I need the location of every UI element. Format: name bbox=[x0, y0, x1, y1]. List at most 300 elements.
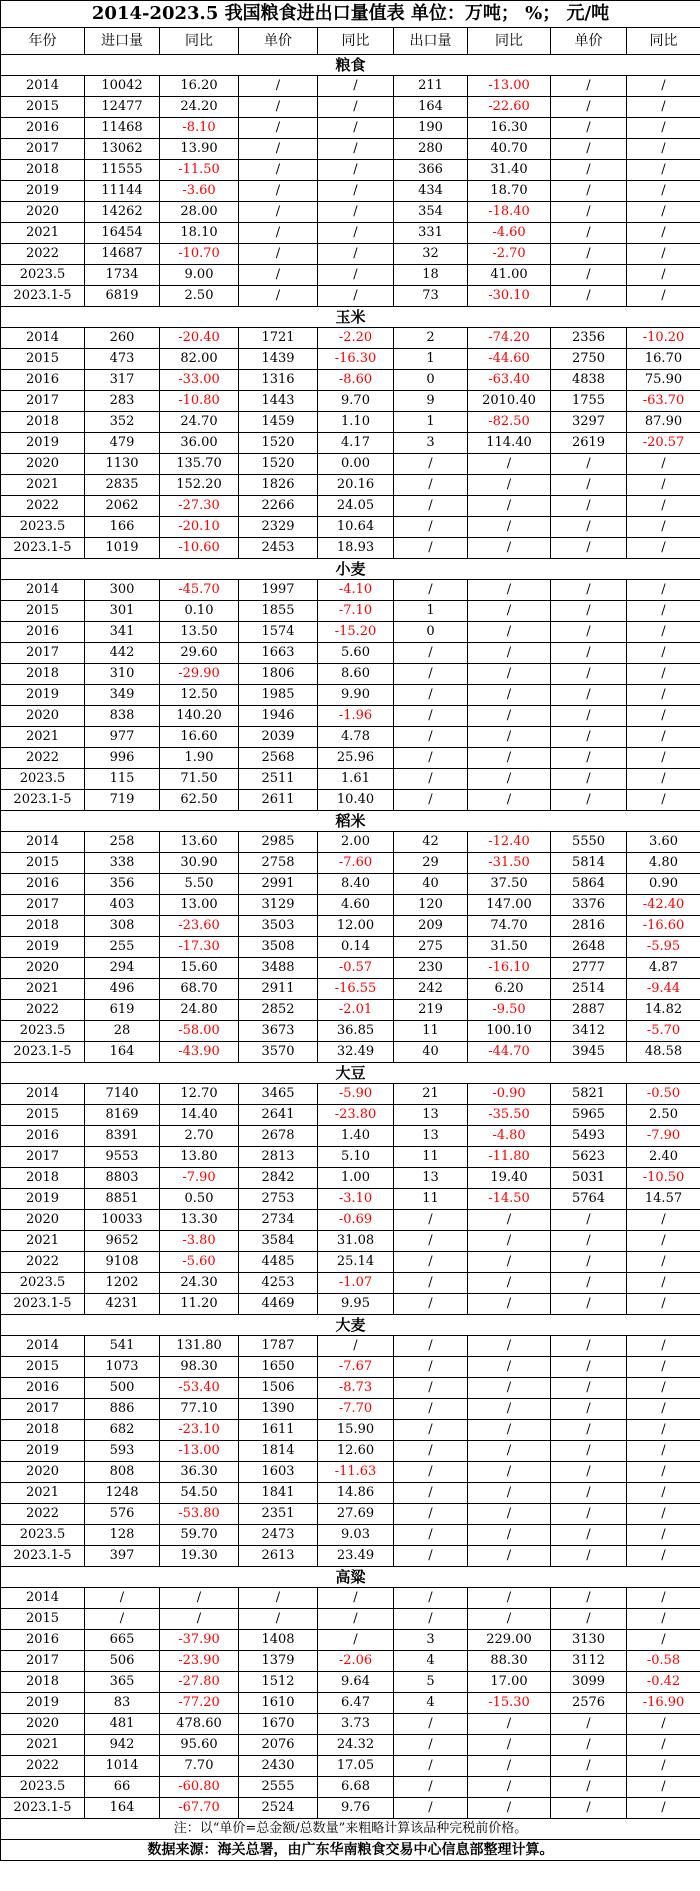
cell-year: 2014 bbox=[1, 1588, 85, 1609]
cell-import-volume: 294 bbox=[85, 958, 160, 979]
cell-export-unit-price: 5814 bbox=[551, 853, 627, 874]
table-row bbox=[1, 454, 700, 475]
cell-import-unit-price: 1841 bbox=[239, 1483, 318, 1504]
cell-export-yoy: 88.30 bbox=[468, 1651, 551, 1672]
table-row bbox=[1, 1693, 700, 1714]
cell-export-price-yoy: / bbox=[627, 538, 700, 559]
cell-export-volume: / bbox=[394, 1357, 468, 1378]
cell-export-unit-price: / bbox=[551, 1231, 627, 1252]
cell-import-unit-price: 1610 bbox=[239, 1693, 318, 1714]
section-title: 玉米 bbox=[1, 307, 700, 328]
cell-year: 2016 bbox=[1, 622, 85, 643]
cell-export-yoy: -63.40 bbox=[468, 370, 551, 391]
cell-year: 2014 bbox=[1, 1084, 85, 1105]
cell-import-price-yoy: / bbox=[318, 1630, 394, 1651]
cell-export-yoy: -74.20 bbox=[468, 328, 551, 349]
cell-export-yoy: 229.00 bbox=[468, 1630, 551, 1651]
cell-import-yoy: 30.90 bbox=[160, 853, 239, 874]
note-row bbox=[1, 1819, 700, 1840]
cell-export-yoy: -14.50 bbox=[468, 1189, 551, 1210]
cell-import-volume: 12477 bbox=[85, 97, 160, 118]
cell-export-yoy: / bbox=[468, 1399, 551, 1420]
cell-import-volume: 1073 bbox=[85, 1357, 160, 1378]
cell-import-volume: 9553 bbox=[85, 1147, 160, 1168]
cell-export-price-yoy: 4.87 bbox=[627, 958, 700, 979]
cell-year: 2016 bbox=[1, 1126, 85, 1147]
cell-year: 2015 bbox=[1, 601, 85, 622]
cell-export-unit-price: 2619 bbox=[551, 433, 627, 454]
cell-import-unit-price: 2568 bbox=[239, 748, 318, 769]
cell-export-volume: / bbox=[394, 1588, 468, 1609]
cell-year: 2019 bbox=[1, 433, 85, 454]
cell-export-volume: 120 bbox=[394, 895, 468, 916]
cell-year: 2017 bbox=[1, 391, 85, 412]
cell-import-unit-price: 3129 bbox=[239, 895, 318, 916]
cell-import-volume: / bbox=[85, 1588, 160, 1609]
cell-export-unit-price: / bbox=[551, 1420, 627, 1441]
cell-import-volume: 942 bbox=[85, 1735, 160, 1756]
table-row bbox=[1, 1126, 700, 1147]
cell-year: 2018 bbox=[1, 1168, 85, 1189]
cell-import-unit-price: / bbox=[239, 1588, 318, 1609]
header-export-unit-price: 单价 bbox=[551, 28, 627, 55]
cell-export-yoy: / bbox=[468, 1777, 551, 1798]
table-row bbox=[1, 937, 700, 958]
cell-export-volume: / bbox=[394, 1462, 468, 1483]
cell-import-volume: 479 bbox=[85, 433, 160, 454]
cell-import-unit-price: 1379 bbox=[239, 1651, 318, 1672]
header-row bbox=[1, 28, 700, 55]
cell-export-price-yoy: 4.80 bbox=[627, 853, 700, 874]
table-row bbox=[1, 727, 700, 748]
table-row bbox=[1, 412, 700, 433]
table-row bbox=[1, 1777, 700, 1798]
cell-export-volume: / bbox=[394, 727, 468, 748]
cell-export-yoy: 31.40 bbox=[468, 160, 551, 181]
cell-import-yoy: -23.90 bbox=[160, 1651, 239, 1672]
cell-export-unit-price: / bbox=[551, 1336, 627, 1357]
cell-export-volume: / bbox=[394, 1441, 468, 1462]
cell-import-unit-price: 2511 bbox=[239, 769, 318, 790]
cell-export-volume: 230 bbox=[394, 958, 468, 979]
cell-export-unit-price: 3112 bbox=[551, 1651, 627, 1672]
cell-import-yoy: -33.00 bbox=[160, 370, 239, 391]
cell-import-unit-price: 3503 bbox=[239, 916, 318, 937]
table-row bbox=[1, 97, 700, 118]
cell-export-volume: / bbox=[394, 790, 468, 811]
cell-import-yoy: 12.70 bbox=[160, 1084, 239, 1105]
cell-import-unit-price: 3584 bbox=[239, 1231, 318, 1252]
cell-import-price-yoy: 6.68 bbox=[318, 1777, 394, 1798]
cell-export-volume: 29 bbox=[394, 853, 468, 874]
cell-export-price-yoy: / bbox=[627, 475, 700, 496]
cell-import-price-yoy: 23.49 bbox=[318, 1546, 394, 1567]
table-row bbox=[1, 1483, 700, 1504]
section-header-row bbox=[1, 1063, 700, 1084]
cell-import-volume: 682 bbox=[85, 1420, 160, 1441]
cell-export-volume: 1 bbox=[394, 412, 468, 433]
cell-export-yoy: / bbox=[468, 1609, 551, 1630]
cell-export-price-yoy: / bbox=[627, 1441, 700, 1462]
cell-import-unit-price: 2613 bbox=[239, 1546, 318, 1567]
table-row bbox=[1, 706, 700, 727]
cell-import-unit-price: / bbox=[239, 265, 318, 286]
cell-import-yoy: -8.10 bbox=[160, 118, 239, 139]
cell-import-yoy: 13.30 bbox=[160, 1210, 239, 1231]
cell-export-volume: / bbox=[394, 1294, 468, 1315]
cell-year: 2015 bbox=[1, 97, 85, 118]
cell-export-yoy: / bbox=[468, 1756, 551, 1777]
cell-import-price-yoy: / bbox=[318, 181, 394, 202]
cell-import-unit-price: / bbox=[239, 160, 318, 181]
cell-export-volume: 366 bbox=[394, 160, 468, 181]
table-row bbox=[1, 1756, 700, 1777]
cell-year: 2023.5 bbox=[1, 265, 85, 286]
cell-import-unit-price: 1443 bbox=[239, 391, 318, 412]
cell-export-unit-price: / bbox=[551, 118, 627, 139]
cell-export-yoy: / bbox=[468, 622, 551, 643]
cell-export-yoy: / bbox=[468, 1378, 551, 1399]
table-row bbox=[1, 1714, 700, 1735]
cell-export-price-yoy: / bbox=[627, 1798, 700, 1819]
cell-import-price-yoy: 31.08 bbox=[318, 1231, 394, 1252]
cell-import-price-yoy: -5.90 bbox=[318, 1084, 394, 1105]
cell-year: 2017 bbox=[1, 1651, 85, 1672]
cell-export-unit-price: / bbox=[551, 223, 627, 244]
cell-export-price-yoy: -9.44 bbox=[627, 979, 700, 1000]
cell-import-price-yoy: 8.60 bbox=[318, 664, 394, 685]
cell-import-price-yoy: 36.85 bbox=[318, 1021, 394, 1042]
cell-import-unit-price: 1663 bbox=[239, 643, 318, 664]
cell-year: 2019 bbox=[1, 1189, 85, 1210]
cell-import-yoy: 140.20 bbox=[160, 706, 239, 727]
cell-year: 2020 bbox=[1, 1714, 85, 1735]
header-export-yoy: 同比 bbox=[468, 28, 551, 55]
cell-import-unit-price: / bbox=[239, 223, 318, 244]
cell-export-volume: 219 bbox=[394, 1000, 468, 1021]
cell-export-unit-price: / bbox=[551, 1525, 627, 1546]
cell-export-volume: 354 bbox=[394, 202, 468, 223]
cell-export-yoy: -11.80 bbox=[468, 1147, 551, 1168]
cell-import-price-yoy: -1.96 bbox=[318, 706, 394, 727]
cell-import-volume: 500 bbox=[85, 1378, 160, 1399]
table-row bbox=[1, 895, 700, 916]
cell-import-yoy: -7.90 bbox=[160, 1168, 239, 1189]
cell-export-yoy: / bbox=[468, 1441, 551, 1462]
cell-export-price-yoy: 14.57 bbox=[627, 1189, 700, 1210]
cell-export-yoy: 41.00 bbox=[468, 265, 551, 286]
table-row bbox=[1, 1672, 700, 1693]
table-row bbox=[1, 223, 700, 244]
table-row bbox=[1, 1294, 700, 1315]
cell-export-volume: 21 bbox=[394, 1084, 468, 1105]
cell-export-price-yoy: -0.42 bbox=[627, 1672, 700, 1693]
cell-import-volume: 6819 bbox=[85, 286, 160, 307]
cell-export-volume: / bbox=[394, 1252, 468, 1273]
cell-import-price-yoy: 9.76 bbox=[318, 1798, 394, 1819]
cell-export-price-yoy: 75.90 bbox=[627, 370, 700, 391]
cell-import-price-yoy: -23.80 bbox=[318, 1105, 394, 1126]
cell-export-unit-price: 4838 bbox=[551, 370, 627, 391]
cell-export-unit-price: 5764 bbox=[551, 1189, 627, 1210]
cell-export-unit-price: 3297 bbox=[551, 412, 627, 433]
cell-year: 2018 bbox=[1, 412, 85, 433]
cell-import-yoy: -10.70 bbox=[160, 244, 239, 265]
cell-export-volume: / bbox=[394, 748, 468, 769]
cell-export-yoy: -35.50 bbox=[468, 1105, 551, 1126]
cell-import-unit-price: 1806 bbox=[239, 664, 318, 685]
cell-export-volume: 11 bbox=[394, 1021, 468, 1042]
cell-import-unit-price: 4469 bbox=[239, 1294, 318, 1315]
cell-import-volume: 164 bbox=[85, 1798, 160, 1819]
cell-export-volume: / bbox=[394, 1525, 468, 1546]
cell-year: 2023.5 bbox=[1, 1273, 85, 1294]
cell-import-yoy: 18.10 bbox=[160, 223, 239, 244]
cell-export-unit-price: / bbox=[551, 1609, 627, 1630]
cell-export-price-yoy: -20.57 bbox=[627, 433, 700, 454]
cell-import-price-yoy: 15.90 bbox=[318, 1420, 394, 1441]
table-row bbox=[1, 748, 700, 769]
cell-export-price-yoy: / bbox=[627, 622, 700, 643]
cell-import-unit-price: 2430 bbox=[239, 1756, 318, 1777]
cell-export-price-yoy: / bbox=[627, 76, 700, 97]
cell-export-volume: / bbox=[394, 664, 468, 685]
cell-export-price-yoy: -16.90 bbox=[627, 1693, 700, 1714]
cell-year: 2015 bbox=[1, 1357, 85, 1378]
cell-import-price-yoy: 5.60 bbox=[318, 643, 394, 664]
cell-import-unit-price: 2734 bbox=[239, 1210, 318, 1231]
cell-export-yoy: 6.20 bbox=[468, 979, 551, 1000]
cell-import-price-yoy: -4.10 bbox=[318, 580, 394, 601]
cell-export-unit-price: / bbox=[551, 1210, 627, 1231]
table-row bbox=[1, 1525, 700, 1546]
cell-import-volume: 283 bbox=[85, 391, 160, 412]
table-row bbox=[1, 118, 700, 139]
table-row bbox=[1, 874, 700, 895]
section-title: 粮食 bbox=[1, 55, 700, 76]
cell-export-price-yoy: -42.40 bbox=[627, 895, 700, 916]
cell-import-volume: 576 bbox=[85, 1504, 160, 1525]
cell-year: 2014 bbox=[1, 580, 85, 601]
table-row bbox=[1, 790, 700, 811]
cell-export-price-yoy: / bbox=[627, 1609, 700, 1630]
cell-year: 2017 bbox=[1, 643, 85, 664]
header-import-unit-price: 单价 bbox=[239, 28, 318, 55]
cell-export-yoy: 40.70 bbox=[468, 139, 551, 160]
cell-export-price-yoy: / bbox=[627, 265, 700, 286]
cell-year: 2020 bbox=[1, 202, 85, 223]
cell-export-yoy: / bbox=[468, 790, 551, 811]
cell-import-volume: 8803 bbox=[85, 1168, 160, 1189]
cell-import-yoy: / bbox=[160, 1609, 239, 1630]
table-row bbox=[1, 1630, 700, 1651]
cell-year: 2022 bbox=[1, 244, 85, 265]
cell-export-price-yoy: / bbox=[627, 685, 700, 706]
cell-import-yoy: -67.70 bbox=[160, 1798, 239, 1819]
cell-import-volume: 11144 bbox=[85, 181, 160, 202]
cell-import-volume: 365 bbox=[85, 1672, 160, 1693]
cell-export-volume: 13 bbox=[394, 1126, 468, 1147]
cell-export-unit-price: / bbox=[551, 1462, 627, 1483]
cell-import-unit-price: / bbox=[239, 1609, 318, 1630]
cell-import-yoy: 28.00 bbox=[160, 202, 239, 223]
cell-export-volume: / bbox=[394, 1210, 468, 1231]
cell-year: 2018 bbox=[1, 1420, 85, 1441]
cell-export-price-yoy: / bbox=[627, 706, 700, 727]
cell-year: 2021 bbox=[1, 1231, 85, 1252]
cell-import-price-yoy: / bbox=[318, 265, 394, 286]
cell-import-volume: 16454 bbox=[85, 223, 160, 244]
cell-export-price-yoy: / bbox=[627, 1252, 700, 1273]
cell-import-volume: 128 bbox=[85, 1525, 160, 1546]
cell-import-yoy: -3.60 bbox=[160, 181, 239, 202]
cell-export-price-yoy: / bbox=[627, 1483, 700, 1504]
table-row bbox=[1, 370, 700, 391]
cell-import-price-yoy: 18.93 bbox=[318, 538, 394, 559]
cell-export-unit-price: 5031 bbox=[551, 1168, 627, 1189]
cell-export-volume: 164 bbox=[394, 97, 468, 118]
cell-import-unit-price: 2329 bbox=[239, 517, 318, 538]
cell-export-unit-price: 3376 bbox=[551, 895, 627, 916]
cell-import-price-yoy: / bbox=[318, 286, 394, 307]
cell-import-volume: 719 bbox=[85, 790, 160, 811]
cell-year: 2017 bbox=[1, 139, 85, 160]
cell-export-yoy: 37.50 bbox=[468, 874, 551, 895]
cell-year: 2022 bbox=[1, 1252, 85, 1273]
cell-import-yoy: -13.00 bbox=[160, 1441, 239, 1462]
section-header-row bbox=[1, 1315, 700, 1336]
table-row bbox=[1, 1399, 700, 1420]
cell-import-price-yoy: 5.10 bbox=[318, 1147, 394, 1168]
cell-import-price-yoy: 8.40 bbox=[318, 874, 394, 895]
cell-year: 2015 bbox=[1, 1105, 85, 1126]
cell-import-unit-price: 1650 bbox=[239, 1357, 318, 1378]
cell-export-yoy: / bbox=[468, 1525, 551, 1546]
cell-export-unit-price: / bbox=[551, 1546, 627, 1567]
cell-import-yoy: 59.70 bbox=[160, 1525, 239, 1546]
cell-import-price-yoy: 0.00 bbox=[318, 454, 394, 475]
cell-export-unit-price: / bbox=[551, 1252, 627, 1273]
cell-import-price-yoy: -0.57 bbox=[318, 958, 394, 979]
cell-import-yoy: 13.60 bbox=[160, 832, 239, 853]
cell-export-yoy: / bbox=[468, 1798, 551, 1819]
cell-year: 2016 bbox=[1, 118, 85, 139]
cell-import-price-yoy: -7.67 bbox=[318, 1357, 394, 1378]
cell-import-volume: 310 bbox=[85, 664, 160, 685]
cell-import-price-yoy: 9.90 bbox=[318, 685, 394, 706]
source-row bbox=[1, 1840, 700, 1861]
cell-import-unit-price: 2813 bbox=[239, 1147, 318, 1168]
cell-export-yoy: 16.30 bbox=[468, 118, 551, 139]
cell-export-volume: 9 bbox=[394, 391, 468, 412]
cell-export-unit-price: / bbox=[551, 601, 627, 622]
cell-export-yoy: -13.00 bbox=[468, 76, 551, 97]
table-row bbox=[1, 181, 700, 202]
cell-import-yoy: 0.10 bbox=[160, 601, 239, 622]
cell-import-volume: 10042 bbox=[85, 76, 160, 97]
cell-import-unit-price: 1855 bbox=[239, 601, 318, 622]
cell-export-unit-price: / bbox=[551, 202, 627, 223]
cell-export-price-yoy: / bbox=[627, 1210, 700, 1231]
cell-export-unit-price: / bbox=[551, 1273, 627, 1294]
cell-export-volume: / bbox=[394, 538, 468, 559]
cell-export-unit-price: / bbox=[551, 538, 627, 559]
section-title: 大麦 bbox=[1, 1315, 700, 1336]
header-import-price-yoy: 同比 bbox=[318, 28, 394, 55]
cell-import-volume: 1248 bbox=[85, 1483, 160, 1504]
cell-import-volume: 258 bbox=[85, 832, 160, 853]
cell-import-yoy: -20.10 bbox=[160, 517, 239, 538]
cell-export-unit-price: / bbox=[551, 1798, 627, 1819]
cell-export-volume: 32 bbox=[394, 244, 468, 265]
cell-import-unit-price: 1520 bbox=[239, 454, 318, 475]
cell-export-unit-price: 5821 bbox=[551, 1084, 627, 1105]
cell-export-yoy: 147.00 bbox=[468, 895, 551, 916]
table-row bbox=[1, 1462, 700, 1483]
cell-export-unit-price: / bbox=[551, 496, 627, 517]
table-row bbox=[1, 160, 700, 181]
cell-export-yoy: / bbox=[468, 769, 551, 790]
cell-import-yoy: -37.90 bbox=[160, 1630, 239, 1651]
cell-import-volume: 11555 bbox=[85, 160, 160, 181]
cell-year: 2018 bbox=[1, 160, 85, 181]
cell-export-price-yoy: / bbox=[627, 1756, 700, 1777]
cell-import-yoy: -60.80 bbox=[160, 1777, 239, 1798]
cell-import-unit-price: 1520 bbox=[239, 433, 318, 454]
section-header-row bbox=[1, 559, 700, 580]
cell-import-yoy: 2.70 bbox=[160, 1126, 239, 1147]
cell-export-volume: / bbox=[394, 1420, 468, 1441]
cell-import-unit-price: 2611 bbox=[239, 790, 318, 811]
cell-export-unit-price: / bbox=[551, 706, 627, 727]
cell-import-yoy: 13.80 bbox=[160, 1147, 239, 1168]
cell-import-volume: 665 bbox=[85, 1630, 160, 1651]
cell-import-yoy: -11.50 bbox=[160, 160, 239, 181]
cell-year: 2015 bbox=[1, 1609, 85, 1630]
cell-import-unit-price: / bbox=[239, 181, 318, 202]
cell-import-yoy: 7.70 bbox=[160, 1756, 239, 1777]
cell-import-price-yoy: / bbox=[318, 118, 394, 139]
table-row bbox=[1, 496, 700, 517]
cell-import-price-yoy: 12.00 bbox=[318, 916, 394, 937]
cell-export-unit-price: / bbox=[551, 244, 627, 265]
cell-export-volume: / bbox=[394, 517, 468, 538]
cell-import-yoy: -43.90 bbox=[160, 1042, 239, 1063]
cell-import-unit-price: 1946 bbox=[239, 706, 318, 727]
cell-import-volume: 1130 bbox=[85, 454, 160, 475]
cell-import-yoy: 0.50 bbox=[160, 1189, 239, 1210]
cell-year: 2021 bbox=[1, 727, 85, 748]
cell-export-volume: / bbox=[394, 580, 468, 601]
cell-export-yoy: / bbox=[468, 1714, 551, 1735]
cell-import-volume: 83 bbox=[85, 1693, 160, 1714]
cell-import-unit-price: 1574 bbox=[239, 622, 318, 643]
cell-export-price-yoy: / bbox=[627, 1336, 700, 1357]
cell-import-yoy: -5.60 bbox=[160, 1252, 239, 1273]
cell-year: 2019 bbox=[1, 937, 85, 958]
table-row bbox=[1, 391, 700, 412]
cell-import-yoy: 71.50 bbox=[160, 769, 239, 790]
cell-export-price-yoy: / bbox=[627, 160, 700, 181]
cell-import-price-yoy: 1.40 bbox=[318, 1126, 394, 1147]
table-row bbox=[1, 1042, 700, 1063]
cell-export-price-yoy: / bbox=[627, 1630, 700, 1651]
table-row bbox=[1, 76, 700, 97]
table-row bbox=[1, 1021, 700, 1042]
cell-import-unit-price: 1512 bbox=[239, 1672, 318, 1693]
cell-year: 2023.5 bbox=[1, 517, 85, 538]
cell-export-price-yoy: / bbox=[627, 1504, 700, 1525]
